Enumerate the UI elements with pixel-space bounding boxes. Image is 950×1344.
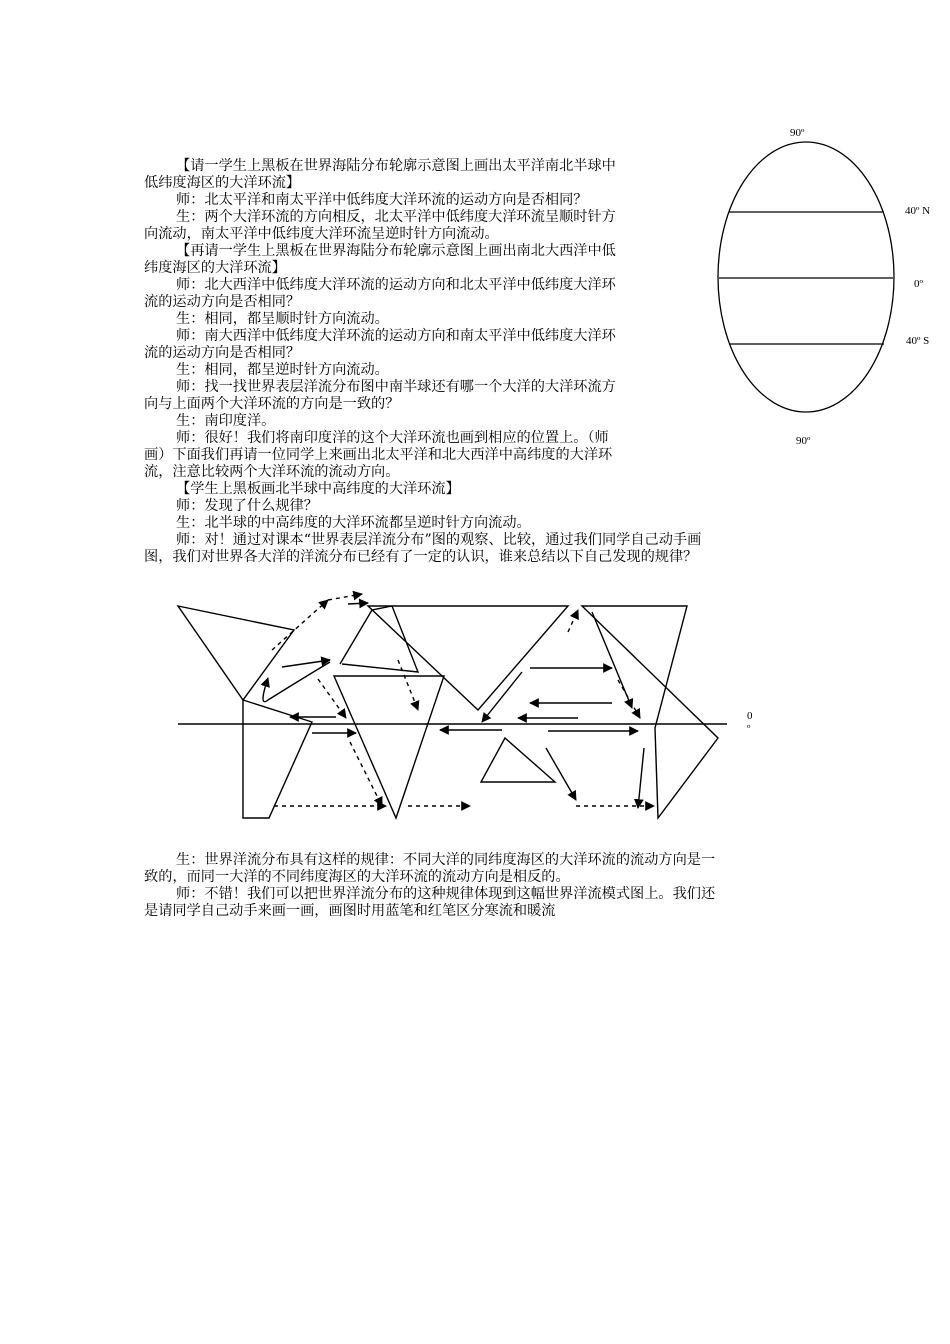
current [568, 610, 578, 632]
conclusion-line: 生：世界洋流分布具有这样的规律：不同大洋的同纬度海区的大洋环流的流动方向是一 [176, 852, 716, 868]
dialogue-line: 师：北大西洋中低纬度大洋环流的运动方向和北太平洋中低纬度大洋环 [176, 277, 616, 293]
current [318, 679, 346, 718]
globe-bottom-label: 90º [796, 435, 811, 447]
dialogue-line: 师：很好！我们将南印度洋的这个大洋环流也画到相应的位置上。（师 [176, 430, 609, 446]
dialogue-line: 图，我们对世界各大洋的洋流分布已经有了一定的认识，谁来总结以下自己发现的规律？ [144, 549, 698, 565]
current [348, 603, 368, 604]
globe-top-label: 90º [790, 127, 805, 139]
dialogue-line: 【再请一学生上黑板在世界海陆分布轮廓示意图上画出南北大西洋中低 [176, 243, 616, 259]
continent-africa [334, 676, 444, 818]
dialogue-line: 【学生上黑板画北半球中高纬度的大洋环流】 [176, 481, 460, 497]
conclusion-line: 师：不错！我们可以把世界洋流分布的这种规律体现到这幅世界洋流模式图上。我们还 [176, 886, 716, 902]
dialogue-line: 生：南印度洋。 [176, 413, 276, 429]
conclusion-line: 是请同学自己动手来画一画，画图时用蓝笔和红笔区分寒流和暖流 [144, 903, 556, 919]
dialogue-line: 流的运动方向是否相同？ [144, 345, 301, 361]
dialogue-line: 生：北半球的中高纬度的大洋环流都呈逆时针方向流动。 [176, 515, 531, 531]
conclusion-line: 致的，而同一大洋的不同纬度海区的大洋环流的流动方向是相反的。 [144, 869, 570, 885]
current [638, 748, 644, 808]
dialogue-line: 生：两个大洋环流的方向相反，北太平洋中低纬度大洋环流呈顺时针方 [176, 209, 616, 225]
current [328, 594, 362, 600]
dialogue-line: 生：相同，都呈逆时针方向流动。 [176, 362, 389, 378]
continent-north-america [178, 606, 294, 700]
globe-40n-label: 40º N [905, 205, 931, 217]
dialogue-line: 画）下面我们再请一位同学上来画出北太平洋和北大西洋中高纬度的大洋环 [144, 447, 613, 463]
current [272, 600, 328, 650]
map-equator-label-degree: º [747, 723, 751, 735]
current [482, 672, 522, 722]
current [398, 660, 418, 710]
continent-australia [481, 738, 555, 782]
solid-currents [263, 603, 644, 808]
dialogue-line: 流，注意比较两个大洋环流的流动方向。 [144, 464, 400, 480]
globe-equator-label: 0º [914, 278, 923, 290]
globe-schematic [718, 142, 894, 412]
dashed-currents [272, 594, 654, 806]
dialogue-line: 纬度海区的大洋环流】 [144, 260, 286, 276]
dialogue-line: 师：找一找世界表层洋流分布图中南半球还有哪一个大洋的大洋环流方 [176, 379, 616, 395]
current [592, 612, 632, 708]
map-equator-label: 0 [747, 710, 753, 722]
globe-40s-label: 40º S [906, 335, 930, 347]
dialogue-line: 师：发现了什么规律？ [176, 498, 318, 514]
globe-outline [718, 142, 894, 412]
dialogue-line: 【请一学生上黑板在世界海陆分布轮廓示意图上画出太平洋南北半球中 [176, 158, 616, 174]
current [546, 748, 576, 800]
dialogue-line: 生：相同，都呈顺时针方向流动。 [176, 311, 389, 327]
dialogue-line: 师：对！通过对课本“世界表层洋流分布”图的观察、比较，通过我们同学自己动手画 [176, 532, 702, 548]
dialogue-line: 师：北太平洋和南太平洋中低纬度大洋环流的运动方向是否相同？ [176, 192, 588, 208]
dialogue-line: 向与上面两个大洋环流的方向是一致的？ [144, 396, 400, 412]
dialogue-line: 低纬度海区的大洋环流】 [144, 175, 301, 191]
dialogue-line: 流的运动方向是否相同？ [144, 294, 301, 310]
dialogue-line: 向流动，南太平洋中低纬度大洋环流呈逆时针方向流动。 [144, 226, 499, 242]
ocean-current-model [178, 594, 727, 818]
dialogue-line: 师：南大西洋中低纬度大洋环流的运动方向和南太平洋中低纬度大洋环 [176, 328, 616, 344]
